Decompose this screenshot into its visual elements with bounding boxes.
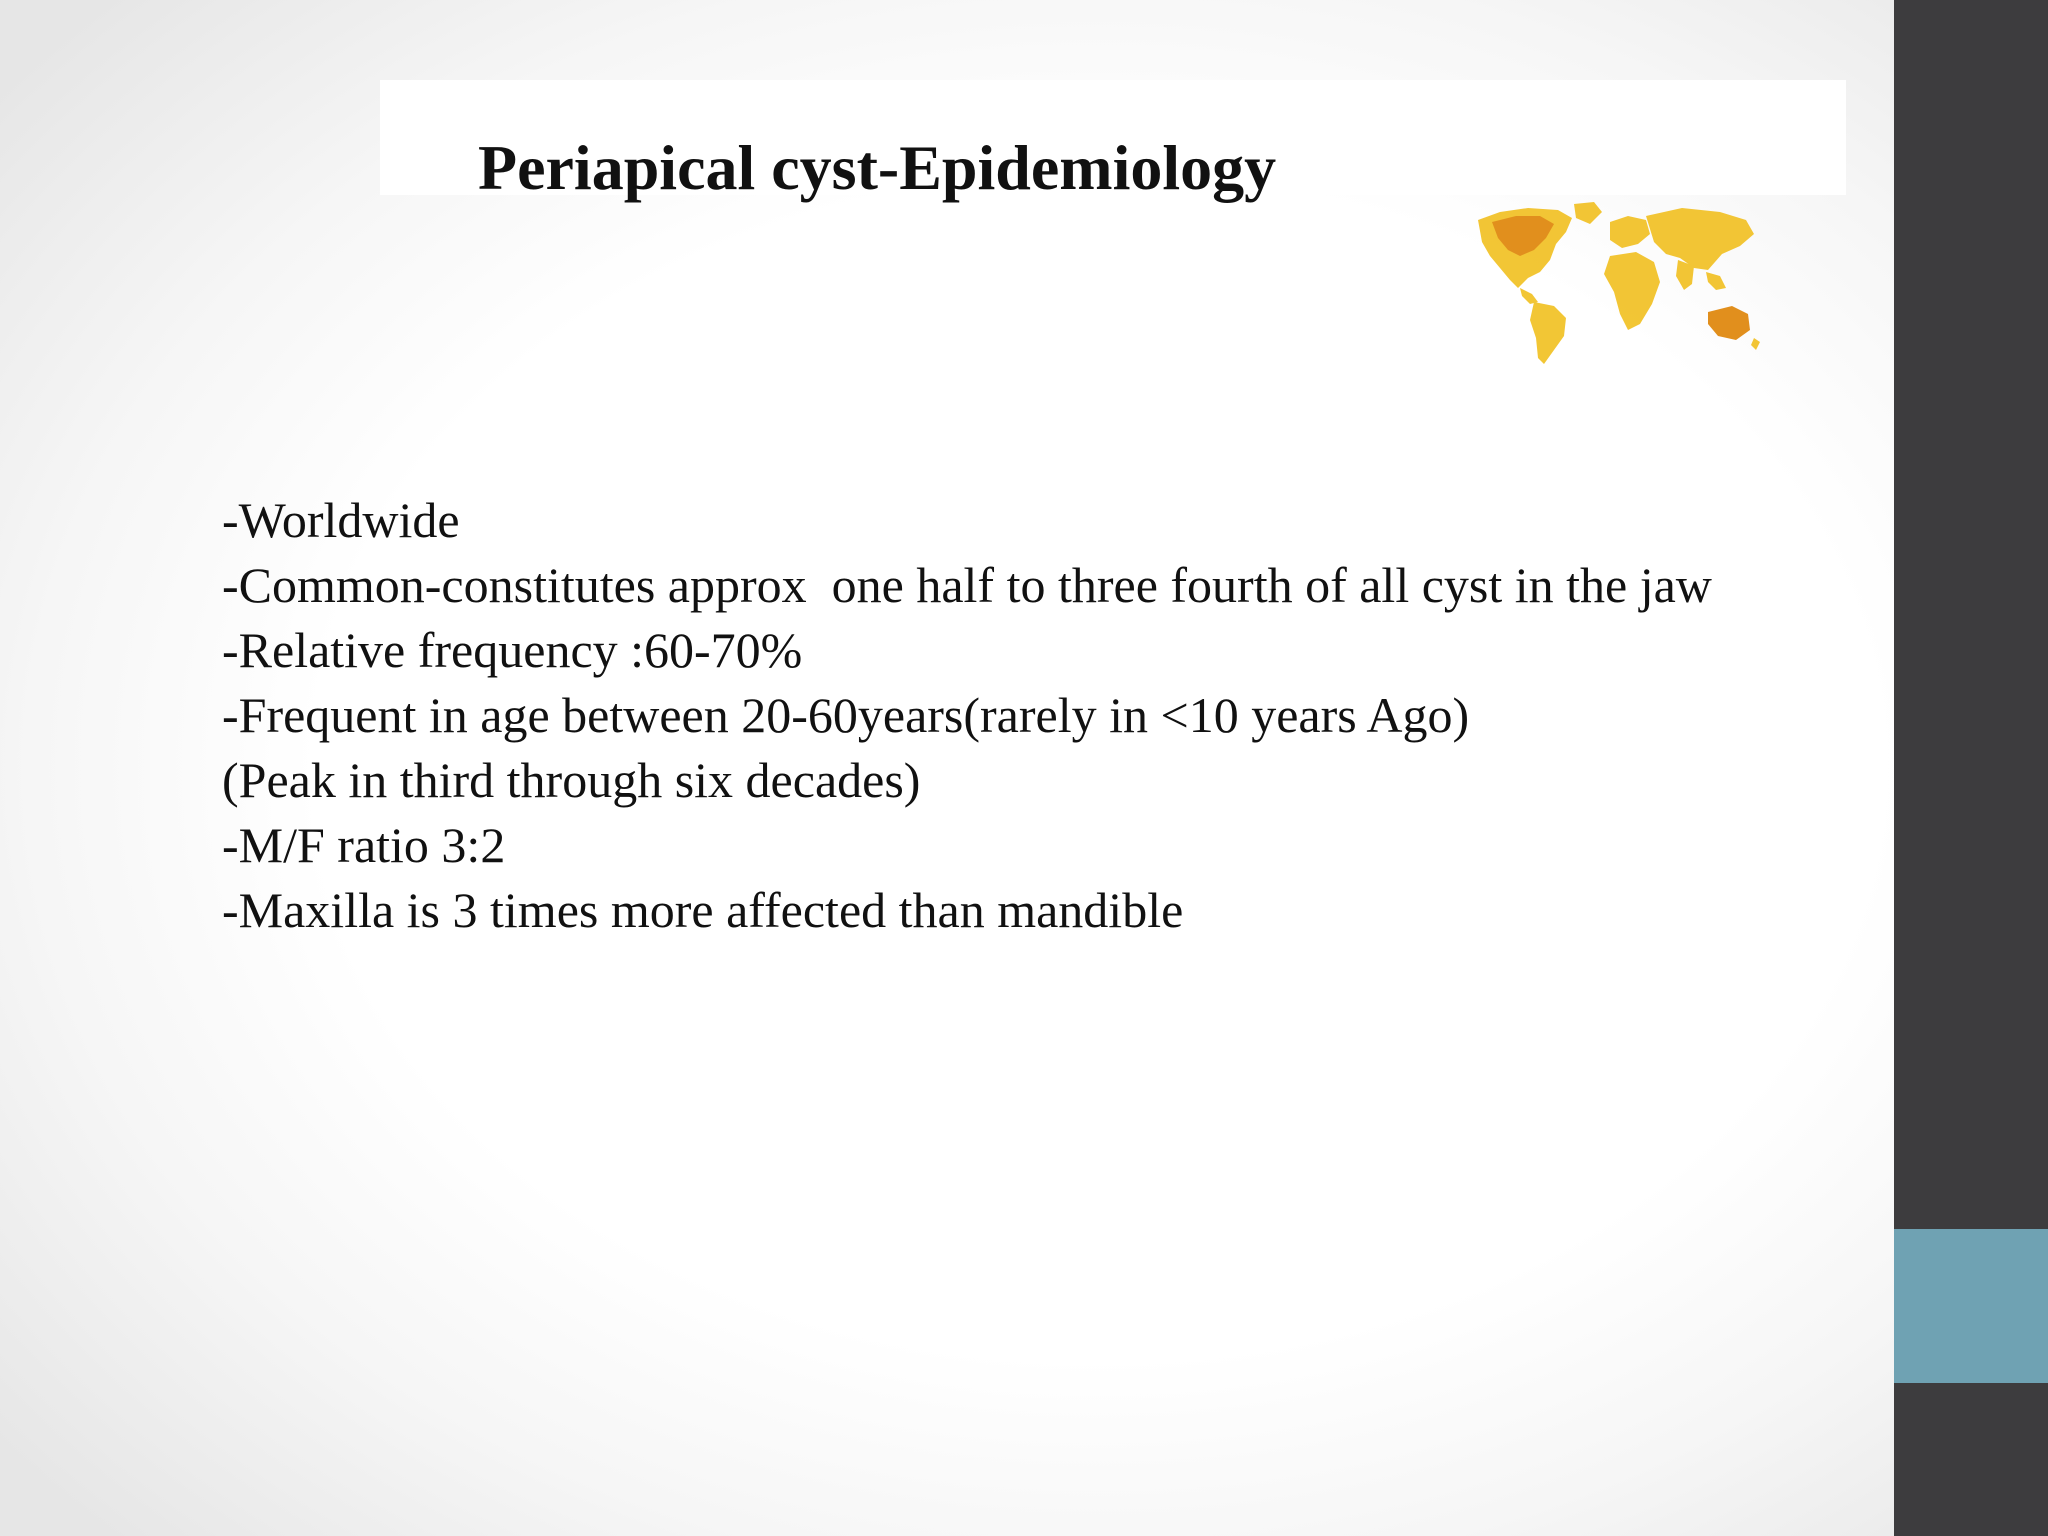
bullet-item: -Frequent in age between 20-60years(rarely in <10 years Ago) <box>222 687 1470 743</box>
bullet-item: -Common-constitutes approx one half to three fourth of all cyst in the jaw <box>222 557 1712 613</box>
bullet-item: -Relative frequency :60-70% <box>222 622 803 678</box>
bullet-item: -Worldwide <box>222 492 460 548</box>
bullet-item: (Peak in third through six decades) <box>222 752 921 808</box>
side-accent-block <box>1894 1229 2048 1383</box>
bullet-item: -M/F ratio 3:2 <box>222 817 506 873</box>
bullet-item: -Maxilla is 3 times more affected than mandible <box>222 882 1184 938</box>
world-map-icon <box>1470 198 1760 368</box>
bullet-list <box>222 488 1782 943</box>
slide-title: Periapical cyst-Epidemiology <box>478 132 1277 203</box>
